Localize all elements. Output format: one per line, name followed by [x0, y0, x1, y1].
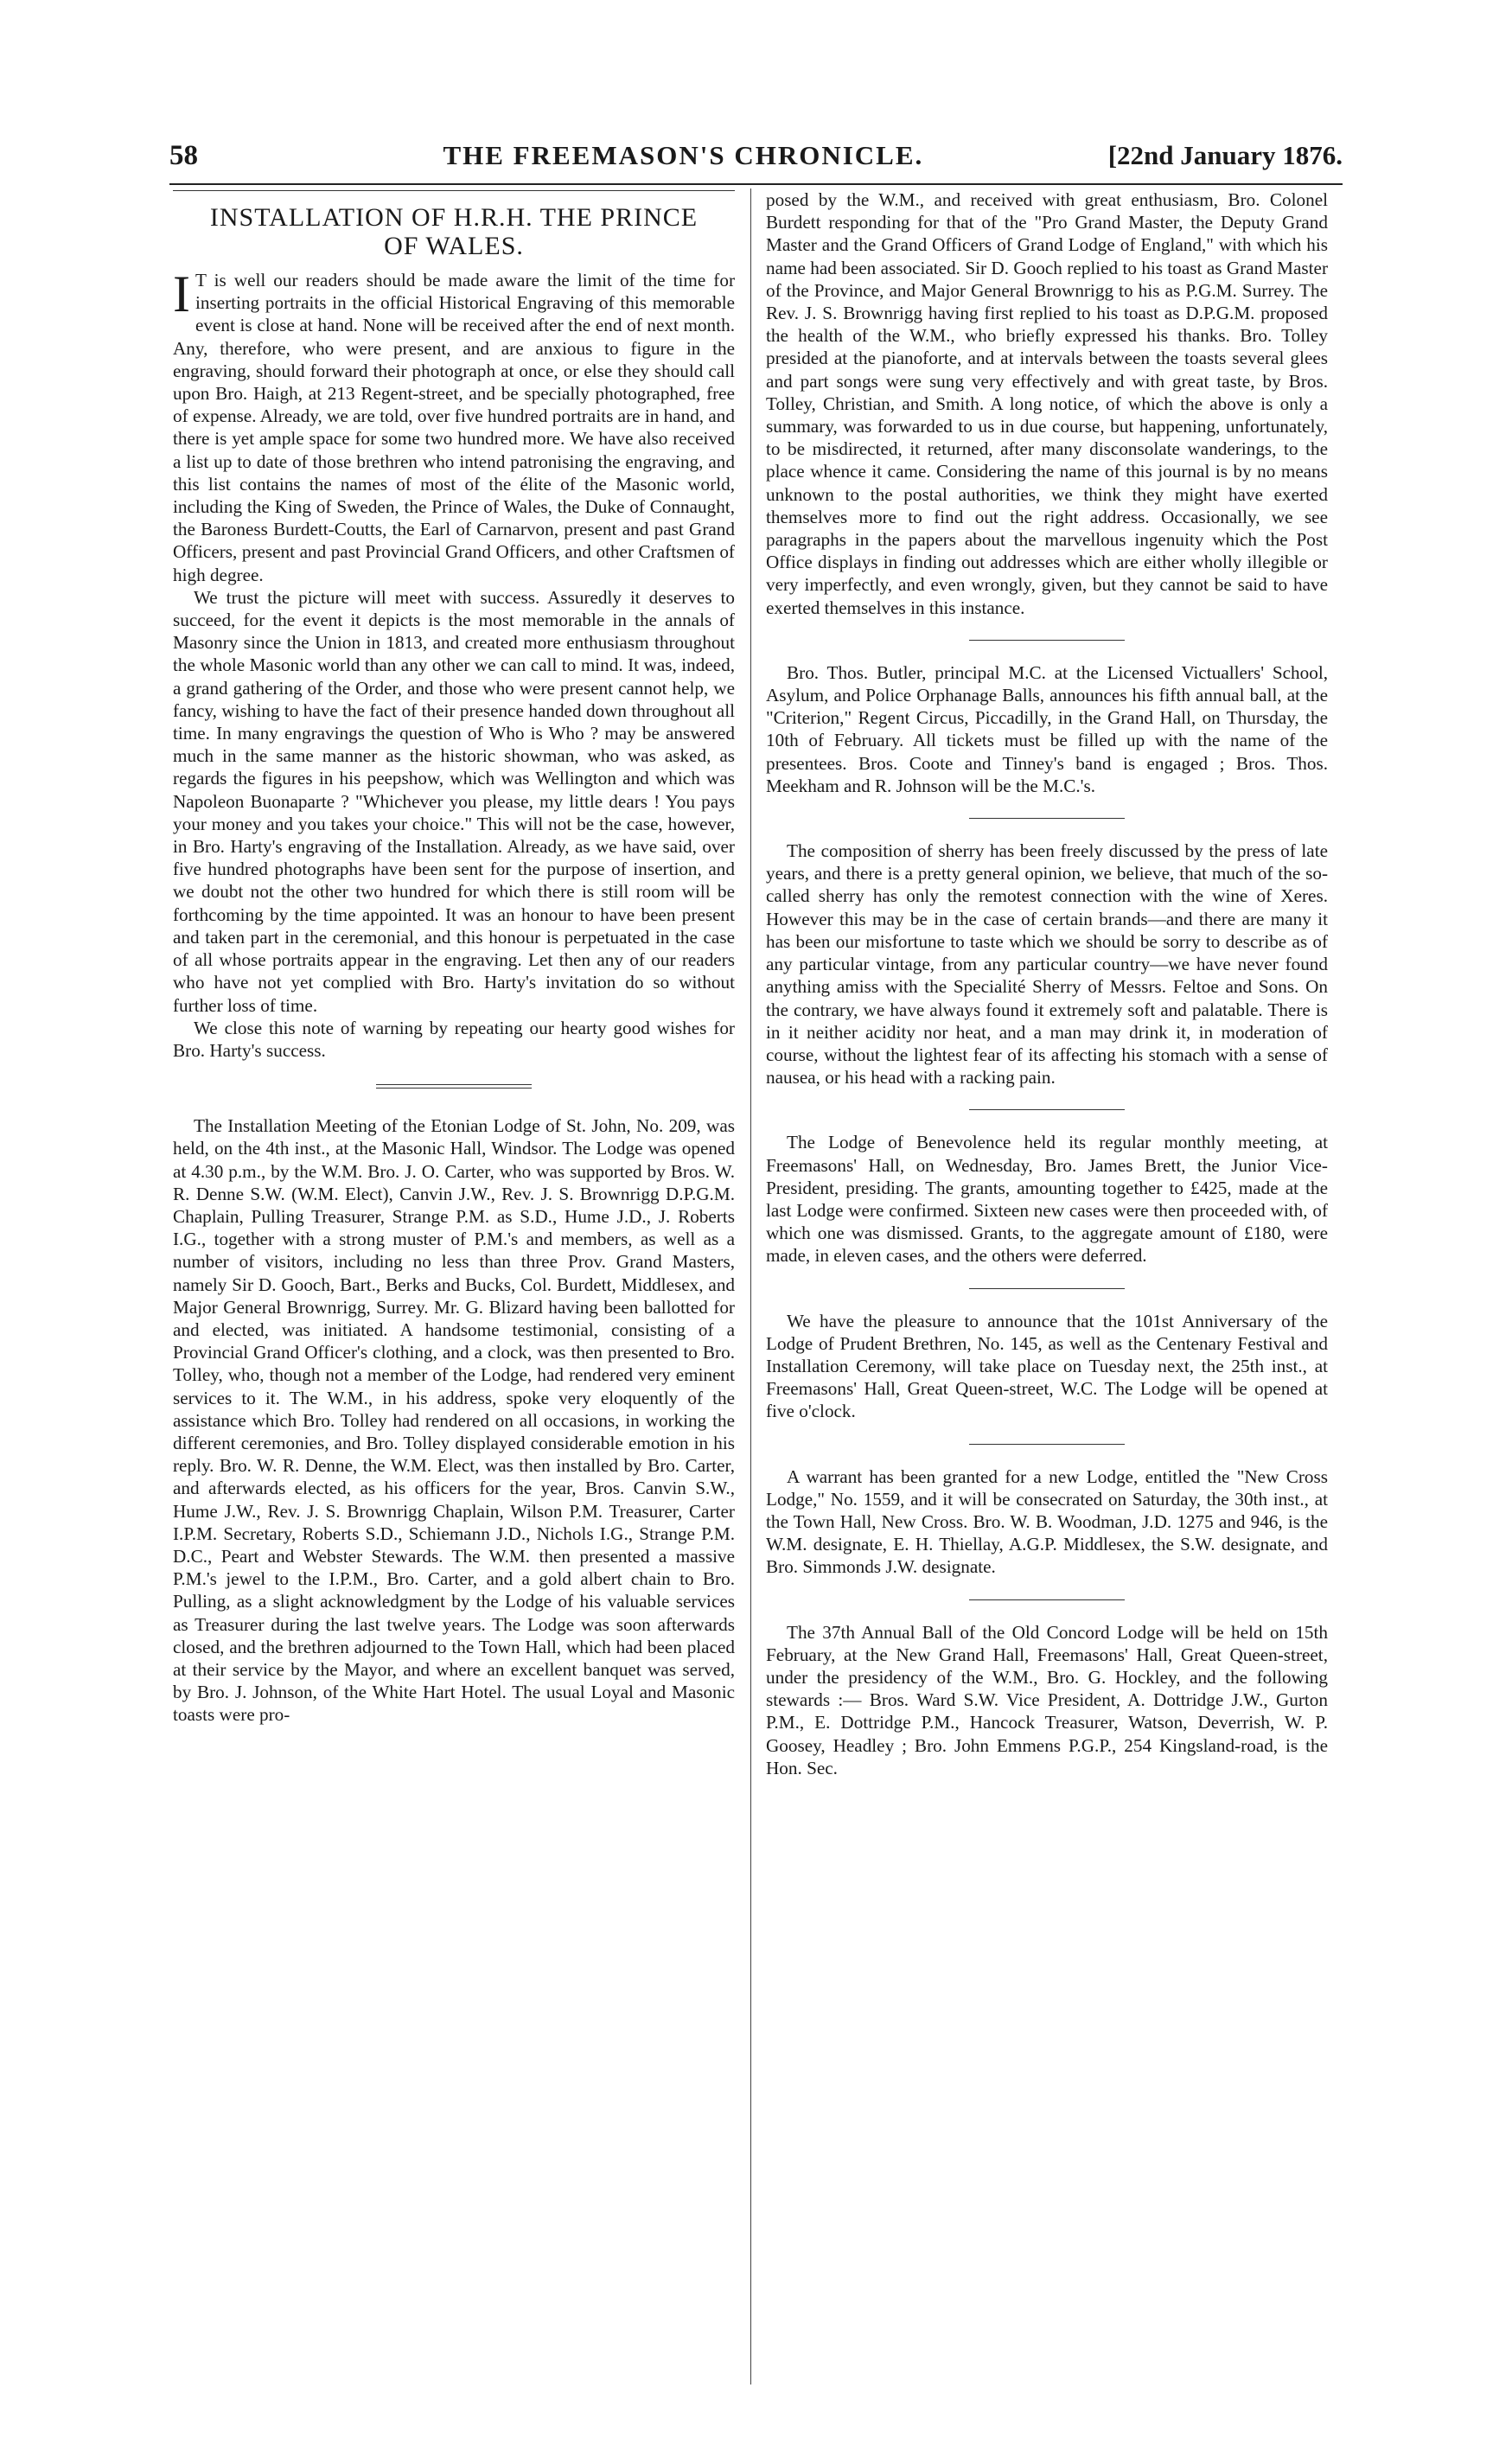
article-title-line-1: INSTALLATION OF H.R.H. THE PRINCE [209, 203, 699, 232]
etonian-lodge-continuation: posed by the W.M., and received with great enthusiasm, Bro. Colonel Burdett responding for that of the "Pro Grand Master, the Deputy Grand Master and the Grand Officers of Grand Lodge of England," with which his name had been associated. Sir D. Gooch replied to his toast as Grand Master of the Province, and Major General Brownrigg to his as P.G.M. Surrey. The Rev. J. S. Brownrigg having first replied to his toast as D.P.G.M. proposed the health of the W.M., who briefly expressed his thanks. Bro. Tolley presided at the pianoforte, and at intervals between the toasts several glees and part songs were sung very effectively and with great taste, by Bros. Tolley, Christian, and Smith. A long notice, of which the above is only a summary, was forwarded to us in due course, but happening, unfortunately, to be misdirected, it returned, after many disconsolate wanderings, to the place whence it came. Considering the name of this journal is by no means unknown to the postal authorities, we think they might have exerted themselves more to find out the right address. Occasionally, we see paragraphs in the papers about the marvellous ingenuity which the Post Office displays in finding out addresses which are either wholly illegible or very imperfectly, and even wrongly, given, but they cannot be said to have exerted themselves in this instance. [766, 189, 1328, 618]
butler-ball-paragraph: Bro. Thos. Butler, principal M.C. at the Licensed Victuallers' School, Asylum, and Police Orphanage Balls, announces his fifth annual ball, at the "Criterion," Regent Circus, Piccadilly, in the Grand Hall, on Thursday, the 10th of February. All tickets must be filled up with the name of the presentees. Bros. Coote and Tinney's band is engaged ; Bros. Thos. Meekham and R. Johnson will be the M.C.'s. [766, 661, 1328, 796]
page-number: 58 [169, 139, 198, 171]
article-paragraph-2: We trust the picture will meet with success. Assuredly it deserves to succeed, for the event it depicts is the most memorable in the annals of Masonry since the Union in 1813, and created more enthusiasm throughout the whole Masonic world than any other we can call to mind. It was, indeed, a grand gathering of the Order, and those who were present cannot help, we fancy, wishing to have the fact of their presence handed down throughout all time. In many engravings the question of Who is Who ? may be answered much in the same manner as the historic showman, who was asked, as regards the figures in his peepshow, which was Wellington and which was Napoleon Buonaparte ? "Whichever you please, my little dears ! You pays your money and you takes your choice." This will not be the case, however, in Bro. Harty's engraving of the Installation. Already, as we have said, over five hundred photographs have been sent for the purpose of insertion, and we doubt not the other two hundred for which there is still room will be forthcoming by the time appointed. It was an honour to have been present and taken part in the ceremonial, and this honour is perpetuated in the case of all whose portraits appear in the engraving. Let then any of our readers who have not yet complied with Bro. Harty's invitation do so without further loss of time. [173, 586, 735, 1016]
article-title-line-2: OF WALES. [384, 232, 524, 260]
article-paragraph-1-text: T is well our readers should be made aware the limit of the time for inserting portraits in the official Historical Engraving of this memorable event is close at hand. None will be received after the end of next month. Any, therefore, who were present, and are anxious to figure in the engraving, should forward their photograph at once, or else they should call upon Bro. Haigh, at 213 Regent-street, and be specially photographed, free of expense. Already, we are told, over five hundred portraits are in hand, and there is yet ample space for some two hundred more. We have also received a list up to date of those brethren who intend patronising the engraving, and this list contains the names of most of the élite of the Masonic world, including the King of Sweden, the Prince of Wales, the Duke of Connaught, the Baroness Burdett-Coutts, the Earl of Carnarvon, present and past Grand Officers, present and past Provincial Grand Officers, and other Craftsmen of high degree. [173, 270, 735, 585]
section-separator [969, 818, 1125, 819]
section-separator [969, 1444, 1125, 1445]
article-paragraph-1 [173, 265, 735, 586]
left-column [173, 188, 735, 2402]
section-separator [969, 640, 1125, 641]
issue-date: [22nd January 1876. [1107, 140, 1343, 170]
drop-cap: I [173, 265, 190, 322]
section-separator [376, 1084, 532, 1089]
new-cross-lodge-paragraph: A warrant has been granted for a new Lodge, entitled the "New Cross Lodge," No. 1559, and it will be consecrated on Saturday, the 30th inst., at the Town Hall, New Cross. Bro. W. B. Woodman, J.D. 1275 and 946, is the W.M. designate, E. H. Thiellay, A.G.P. Middlesex, the S.W. designate, and Bro. Simmonds J.W. designate. [766, 1465, 1328, 1578]
header-rule [169, 183, 1343, 185]
section-separator [969, 1109, 1125, 1110]
sherry-paragraph: The composition of sherry has been freely discussed by the press of late years, and there is a pretty general opinion, we believe, that much of the so-called sherry has only the remotest connection with the wine of Xeres. However this may be in the case of certain brands—and there are many it has been our misfortune to taste which we should be sorry to describe as of any particular vintage, from any particular country—we have never found anything amiss with the Specialité Sherry of Messrs. Feltoe and Sons. On the contrary, we have always found it extremely soft and palatable. There is in it neither acidity nor heat, and a man may drink it, in moderation of course, without the lightest fear of its affecting his stomach with a sense of nausea, or his head with a racking pain. [766, 840, 1328, 1089]
column-divider [750, 188, 751, 2385]
article-paragraph-3: We close this note of warning by repeating our hearty good wishes for Bro. Harty's success. [173, 1017, 735, 1061]
prudent-brethren-paragraph: We have the pleasure to announce that the 101st Anniversary of the Lodge of Prudent Brethren, No. 145, as well as the Centenary Festival and Installation Ceremony, will take place on Tuesday next, the 25th inst., at Freemasons' Hall, Great Queen-street, W.C. The Lodge will be opened at five o'clock. [766, 1310, 1328, 1422]
page-header [169, 130, 1343, 182]
section-separator [969, 1288, 1125, 1289]
masthead: THE FREEMASON'S CHRONICLE. [443, 140, 924, 170]
article-title [173, 203, 735, 260]
section-separator [969, 1599, 1125, 1600]
old-concord-ball-paragraph: The 37th Annual Ball of the Old Concord Lodge will be held on 15th February, at the New Grand Hall, Freemasons' Hall, Great Queen-street, under the presidency of the W.M., Bro. G. Hockley, and the following stewards :— Bros. Ward S.W. Vice President, A. Dottridge J.W., Gurton P.M., E. Dottridge P.M., Hancock Treasurer, Watson, Deverrish, W. P. Goosey, Headley ; Bro. John Emmens P.G.P., 254 Kingsland-road, is the Hon. Sec. [766, 1621, 1328, 1778]
etonian-lodge-paragraph: The Installation Meeting of the Etonian Lodge of St. John, No. 209, was held, on the 4th inst., at the Masonic Hall, Windsor. The Lodge was opened at 4.30 p.m., by the W.M. Bro. J. O. Carter, who was supported by Bros. W. R. Denne S.W. (W.M. Elect), Canvin J.W., Rev. J. S. Brownrigg D.P.G.M. Chaplain, Pulling Treasurer, Strange P.M. as S.D., Hume J.D., J. Roberts I.G., together with a strong muster of P.M.'s and members, as well as a number of visitors, including no less than three Prov. Grand Masters, namely Sir D. Gooch, Bart., Berks and Bucks, Col. Burdett, Middlesex, and Major General Brownrigg, Surrey. Mr. G. Blizard having been ballotted for and elected, was initiated. A handsome testimonial, consisting of a Provincial Grand Officer's clothing, and a clock, was then presented to Bro. Tolley, who, though not a member of the Lodge, had rendered very eminent services to it. The W.M., in his address, spoke very eloquently of the assistance which Bro. Tolley had rendered on all occasions, in working the different ceremonies, and Bro. Tolley displayed considerable emotion in his reply. Bro. W. R. Denne, the W.M. Elect, was then installed by Bro. Carter, and afterwards elected, as his officers for the year, Bros. Canvin S.W., Hume J.W., Rev. J. S. Brownrigg Chaplain, Wilson P.M. Treasurer, Carter I.P.M. Secretary, Roberts S.D., Schiemann J.D., Nichols I.G., Strange P.M. D.C., Peart and Webster Stewards. The W.M. then presented a massive P.M.'s jewel to the I.P.M., Bro. Carter, and a gold albert chain to Bro. Pulling, as a slight acknowledgment by the Lodge of his valuable services as Treasurer during the last twelve years. The Lodge was soon afterwards closed, and the brethren adjourned to the Town Hall, which had been placed at their service by the Mayor, and where an excellent banquet was served, by Bro. J. Johnson, of the White Hart Hotel. The usual Loyal and Masonic toasts were pro- [173, 1115, 735, 1726]
column-top-rule [173, 190, 735, 191]
right-column [766, 188, 1328, 2402]
benevolence-paragraph: The Lodge of Benevolence held its regular monthly meeting, at Freemasons' Hall, on Wednesday, Bro. James Brett, the Junior Vice-President, presiding. The grants, amounting together to £425, made at the last Lodge were confirmed. Sixteen new cases were then proceeded with, of which one was dismissed. Grants, to the aggregate amount of £180, were made, in eleven cases, and the others were deferred. [766, 1132, 1328, 1267]
